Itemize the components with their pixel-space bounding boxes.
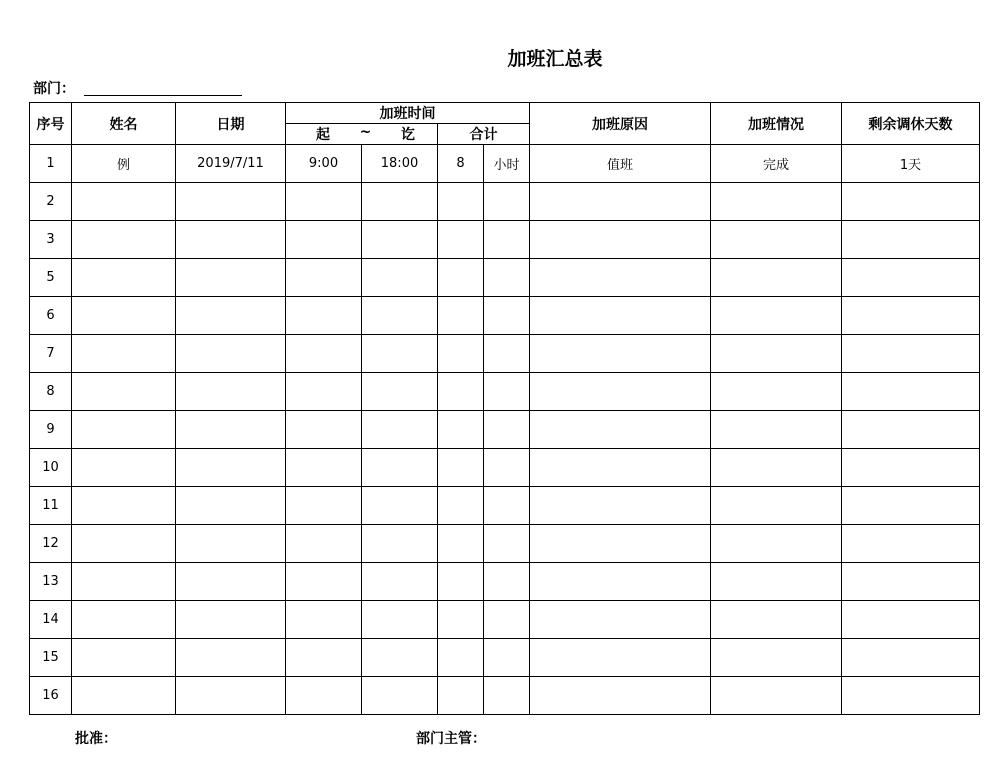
- name-cell[interactable]: [72, 639, 176, 677]
- unit-cell[interactable]: [484, 525, 530, 563]
- unit-cell[interactable]: [484, 335, 530, 373]
- date-cell[interactable]: [176, 677, 286, 715]
- name-cell[interactable]: [72, 449, 176, 487]
- department-field-line[interactable]: [84, 95, 242, 96]
- table-row: [30, 601, 980, 639]
- end-cell[interactable]: [362, 525, 438, 563]
- remaining-cell[interactable]: [842, 373, 980, 411]
- date-cell[interactable]: [176, 487, 286, 525]
- end-cell[interactable]: [362, 335, 438, 373]
- start-cell[interactable]: [286, 259, 362, 297]
- start-cell[interactable]: [286, 411, 362, 449]
- reason-cell[interactable]: [530, 563, 711, 601]
- header-remaining-days: 剩余调休天数: [842, 103, 980, 145]
- seq-cell[interactable]: 8: [30, 373, 72, 411]
- overtime-summary-table: [29, 102, 980, 715]
- unit-cell[interactable]: [484, 449, 530, 487]
- end-cell[interactable]: [362, 449, 438, 487]
- header-overtime-time: 加班时间: [286, 103, 530, 124]
- remaining-cell[interactable]: [842, 221, 980, 259]
- name-cell[interactable]: [72, 183, 176, 221]
- hours-cell[interactable]: [438, 335, 484, 373]
- hours-cell[interactable]: [438, 677, 484, 715]
- reason-cell[interactable]: [530, 221, 711, 259]
- table-row: [30, 411, 980, 449]
- unit-cell[interactable]: [484, 563, 530, 601]
- header-start-end: [286, 124, 438, 145]
- status-cell[interactable]: [711, 221, 842, 259]
- start-cell[interactable]: [286, 221, 362, 259]
- end-cell[interactable]: [362, 259, 438, 297]
- department-label: 部门：: [33, 81, 75, 97]
- hours-cell[interactable]: [438, 639, 484, 677]
- name-cell[interactable]: [72, 259, 176, 297]
- name-cell[interactable]: [72, 677, 176, 715]
- table-row: [30, 487, 980, 525]
- date-cell[interactable]: [176, 525, 286, 563]
- end-cell[interactable]: [362, 601, 438, 639]
- reason-cell[interactable]: [530, 525, 711, 563]
- hours-cell[interactable]: [438, 449, 484, 487]
- remaining-cell[interactable]: [842, 487, 980, 525]
- reason-cell[interactable]: [530, 373, 711, 411]
- start-cell[interactable]: [286, 677, 362, 715]
- seq-cell[interactable]: 15: [30, 639, 72, 677]
- name-cell[interactable]: [72, 563, 176, 601]
- status-cell[interactable]: [711, 677, 842, 715]
- name-cell[interactable]: [72, 487, 176, 525]
- reason-cell[interactable]: [530, 487, 711, 525]
- seq-cell[interactable]: 16: [30, 677, 72, 715]
- unit-cell[interactable]: 小时: [484, 145, 530, 183]
- hours-cell[interactable]: 8: [438, 145, 484, 183]
- hours-cell[interactable]: [438, 487, 484, 525]
- table-row: [30, 449, 980, 487]
- date-cell[interactable]: [176, 183, 286, 221]
- reason-cell[interactable]: [530, 677, 711, 715]
- start-cell[interactable]: [286, 639, 362, 677]
- remaining-cell[interactable]: [842, 563, 980, 601]
- reason-cell[interactable]: [530, 449, 711, 487]
- name-cell[interactable]: [72, 601, 176, 639]
- end-cell[interactable]: [362, 373, 438, 411]
- remaining-cell[interactable]: [842, 259, 980, 297]
- header-tilde: ~: [359, 124, 372, 140]
- remaining-cell[interactable]: [842, 601, 980, 639]
- status-cell[interactable]: [711, 639, 842, 677]
- seq-cell[interactable]: 13: [30, 563, 72, 601]
- name-cell[interactable]: [72, 297, 176, 335]
- seq-cell[interactable]: 3: [30, 221, 72, 259]
- status-cell[interactable]: [711, 525, 842, 563]
- seq-cell[interactable]: 5: [30, 259, 72, 297]
- unit-cell[interactable]: [484, 601, 530, 639]
- end-cell[interactable]: [362, 677, 438, 715]
- status-cell[interactable]: [711, 259, 842, 297]
- hours-cell[interactable]: [438, 411, 484, 449]
- start-cell[interactable]: [286, 525, 362, 563]
- status-cell[interactable]: [711, 563, 842, 601]
- unit-cell[interactable]: [484, 259, 530, 297]
- table-row: [30, 145, 980, 183]
- end-cell[interactable]: [362, 563, 438, 601]
- reason-cell[interactable]: [530, 601, 711, 639]
- reason-cell[interactable]: 值班: [530, 145, 711, 183]
- header-start: 起: [316, 127, 330, 143]
- date-cell[interactable]: [176, 221, 286, 259]
- name-cell[interactable]: 例: [72, 145, 176, 183]
- hours-cell[interactable]: [438, 563, 484, 601]
- unit-cell[interactable]: [484, 221, 530, 259]
- status-cell[interactable]: [711, 411, 842, 449]
- start-cell[interactable]: [286, 297, 362, 335]
- table-row: [30, 297, 980, 335]
- remaining-cell[interactable]: [842, 411, 980, 449]
- status-cell[interactable]: 完成: [711, 145, 842, 183]
- manager-label: 部门主管：: [416, 731, 486, 747]
- hours-cell[interactable]: [438, 221, 484, 259]
- end-cell[interactable]: 18:00: [362, 145, 438, 183]
- name-cell[interactable]: [72, 525, 176, 563]
- table-row: [30, 221, 980, 259]
- remaining-cell[interactable]: 1天: [842, 145, 980, 183]
- header-end: 讫: [400, 127, 415, 143]
- table-row: [30, 335, 980, 373]
- date-cell[interactable]: 2019/7/11: [176, 145, 286, 183]
- end-cell[interactable]: [362, 639, 438, 677]
- reason-cell[interactable]: [530, 411, 711, 449]
- start-cell[interactable]: [286, 563, 362, 601]
- name-cell[interactable]: [72, 373, 176, 411]
- table-row: [30, 259, 980, 297]
- end-cell[interactable]: [362, 221, 438, 259]
- status-cell[interactable]: [711, 297, 842, 335]
- name-cell[interactable]: [72, 411, 176, 449]
- table-row: [30, 183, 980, 221]
- unit-cell[interactable]: [484, 183, 530, 221]
- unit-cell[interactable]: [484, 487, 530, 525]
- seq-cell[interactable]: 1: [30, 145, 72, 183]
- date-cell[interactable]: [176, 335, 286, 373]
- header-status: 加班情况: [711, 103, 842, 145]
- reason-cell[interactable]: [530, 639, 711, 677]
- status-cell[interactable]: [711, 449, 842, 487]
- status-cell[interactable]: [711, 601, 842, 639]
- status-cell[interactable]: [711, 487, 842, 525]
- header-total: 合计: [438, 124, 530, 145]
- reason-cell[interactable]: [530, 259, 711, 297]
- reason-cell[interactable]: [530, 297, 711, 335]
- end-cell[interactable]: [362, 297, 438, 335]
- table-row: [30, 677, 980, 715]
- remaining-cell[interactable]: [842, 639, 980, 677]
- start-cell[interactable]: [286, 335, 362, 373]
- sheet-title: 加班汇总表: [507, 48, 603, 70]
- header-name: 姓名: [72, 103, 176, 145]
- seq-cell[interactable]: 6: [30, 297, 72, 335]
- name-cell[interactable]: [72, 221, 176, 259]
- hours-cell[interactable]: [438, 259, 484, 297]
- hours-cell[interactable]: [438, 601, 484, 639]
- seq-cell[interactable]: 9: [30, 411, 72, 449]
- remaining-cell[interactable]: [842, 297, 980, 335]
- start-cell[interactable]: [286, 183, 362, 221]
- start-cell[interactable]: [286, 449, 362, 487]
- table-row: [30, 639, 980, 677]
- remaining-cell[interactable]: [842, 449, 980, 487]
- hours-cell[interactable]: [438, 373, 484, 411]
- header-date: 日期: [176, 103, 286, 145]
- table-row: [30, 563, 980, 601]
- seq-cell[interactable]: 14: [30, 601, 72, 639]
- seq-cell[interactable]: 2: [30, 183, 72, 221]
- start-cell[interactable]: [286, 487, 362, 525]
- remaining-cell[interactable]: [842, 183, 980, 221]
- date-cell[interactable]: [176, 297, 286, 335]
- unit-cell[interactable]: [484, 373, 530, 411]
- date-cell[interactable]: [176, 373, 286, 411]
- hours-cell[interactable]: [438, 297, 484, 335]
- status-cell[interactable]: [711, 335, 842, 373]
- seq-cell[interactable]: 10: [30, 449, 72, 487]
- seq-cell[interactable]: 7: [30, 335, 72, 373]
- approve-label: 批准：: [75, 731, 117, 747]
- reason-cell[interactable]: [530, 183, 711, 221]
- unit-cell[interactable]: [484, 677, 530, 715]
- date-cell[interactable]: [176, 639, 286, 677]
- name-cell[interactable]: [72, 335, 176, 373]
- remaining-cell[interactable]: [842, 525, 980, 563]
- header-seq: 序号: [30, 103, 72, 145]
- remaining-cell[interactable]: [842, 677, 980, 715]
- hours-cell[interactable]: [438, 525, 484, 563]
- unit-cell[interactable]: [484, 639, 530, 677]
- end-cell[interactable]: [362, 487, 438, 525]
- date-cell[interactable]: [176, 563, 286, 601]
- seq-cell[interactable]: 11: [30, 487, 72, 525]
- date-cell[interactable]: [176, 449, 286, 487]
- header-reason: 加班原因: [530, 103, 711, 145]
- start-cell[interactable]: [286, 373, 362, 411]
- hours-cell[interactable]: [438, 183, 484, 221]
- start-cell[interactable]: 9:00: [286, 145, 362, 183]
- end-cell[interactable]: [362, 183, 438, 221]
- start-cell[interactable]: [286, 601, 362, 639]
- end-cell[interactable]: [362, 411, 438, 449]
- table-row: [30, 373, 980, 411]
- date-cell[interactable]: [176, 411, 286, 449]
- table-row: [30, 525, 980, 563]
- remaining-cell[interactable]: [842, 335, 980, 373]
- unit-cell[interactable]: [484, 411, 530, 449]
- status-cell[interactable]: [711, 373, 842, 411]
- date-cell[interactable]: [176, 601, 286, 639]
- reason-cell[interactable]: [530, 335, 711, 373]
- status-cell[interactable]: [711, 183, 842, 221]
- seq-cell[interactable]: 12: [30, 525, 72, 563]
- unit-cell[interactable]: [484, 297, 530, 335]
- date-cell[interactable]: [176, 259, 286, 297]
